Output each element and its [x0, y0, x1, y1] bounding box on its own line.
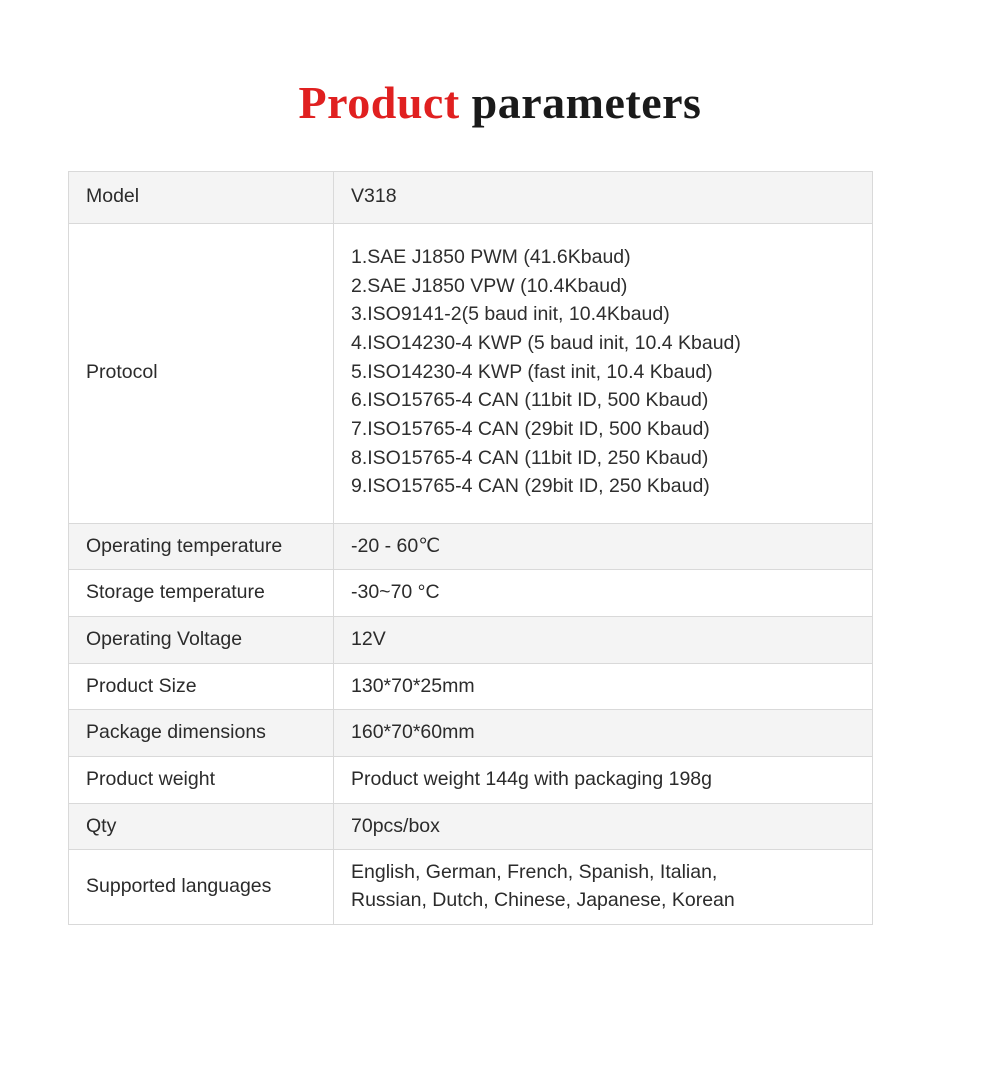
row-value-product-size: 130*70*25mm	[334, 663, 873, 710]
language-line: English, German, French, Spanish, Italian,	[351, 861, 718, 884]
row-label-operating-voltage: Operating Voltage	[69, 616, 334, 663]
row-label-protocol: Protocol	[69, 223, 334, 523]
row-label-qty: Qty	[69, 803, 334, 850]
list-item: 4.ISO14230-4 KWP (5 baud init, 10.4 Kbaud)	[351, 332, 741, 355]
row-label-package-dimensions: Package dimensions	[69, 710, 334, 757]
table-row	[69, 663, 873, 710]
table-row	[69, 171, 873, 223]
table-row	[69, 223, 873, 523]
spec-table-wrapper	[68, 171, 872, 925]
list-item: 1.SAE J1850 PWM (41.6Kbaud)	[351, 246, 631, 269]
list-item: 6.ISO15765-4 CAN (11bit ID, 500 Kbaud)	[351, 389, 709, 412]
row-value-model: V318	[334, 171, 873, 223]
row-value-operating-temperature: -20 - 60℃	[334, 523, 873, 570]
spec-table	[68, 171, 873, 925]
table-row	[69, 570, 873, 617]
row-value-storage-temperature: -30~70 °C	[334, 570, 873, 617]
list-item: 9.ISO15765-4 CAN (29bit ID, 250 Kbaud)	[351, 475, 710, 498]
row-value-qty: 70pcs/box	[334, 803, 873, 850]
language-line: Russian, Dutch, Chinese, Japanese, Korean	[351, 889, 735, 912]
table-row	[69, 757, 873, 804]
page-title	[0, 78, 1000, 129]
row-label-product-size: Product Size	[69, 663, 334, 710]
table-row	[69, 616, 873, 663]
list-item: 8.ISO15765-4 CAN (11bit ID, 250 Kbaud)	[351, 446, 709, 469]
row-value-protocol	[334, 223, 873, 523]
table-row	[69, 803, 873, 850]
product-parameters-page	[0, 78, 1000, 1078]
row-value-supported-languages	[334, 850, 873, 924]
row-label-storage-temperature: Storage temperature	[69, 570, 334, 617]
row-value-product-weight: Product weight 144g with packaging 198g	[334, 757, 873, 804]
row-value-operating-voltage: 12V	[334, 616, 873, 663]
list-item: 7.ISO15765-4 CAN (29bit ID, 500 Kbaud)	[351, 418, 710, 441]
list-item: 2.SAE J1850 VPW (10.4Kbaud)	[351, 274, 628, 297]
page-title-accent: Product	[298, 77, 460, 128]
protocol-list	[351, 243, 856, 501]
row-label-operating-temperature: Operating temperature	[69, 523, 334, 570]
row-label-model: Model	[69, 171, 334, 223]
table-row	[69, 523, 873, 570]
list-item: 3.ISO9141-2(5 baud init, 10.4Kbaud)	[351, 303, 670, 326]
row-label-product-weight: Product weight	[69, 757, 334, 804]
row-value-package-dimensions: 160*70*60mm	[334, 710, 873, 757]
row-label-supported-languages: Supported languages	[69, 850, 334, 924]
table-row	[69, 710, 873, 757]
page-title-rest: parameters	[459, 77, 702, 128]
table-row	[69, 850, 873, 924]
list-item: 5.ISO14230-4 KWP (fast init, 10.4 Kbaud)	[351, 360, 713, 383]
